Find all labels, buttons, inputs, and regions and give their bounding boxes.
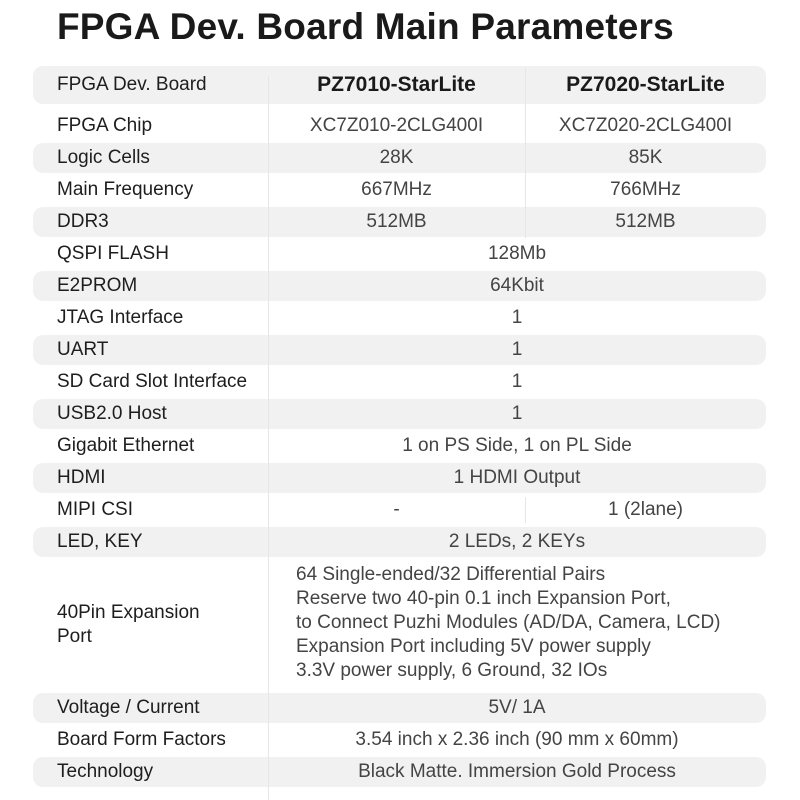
description-line: 3.3V power supply, 6 Ground, 32 IOs	[296, 660, 608, 681]
row-label: Voltage / Current	[57, 697, 200, 718]
description-line: to Connect Puzhi Modules (AD/DA, Camera, LCD)	[296, 612, 721, 633]
row-value-2: XC7Z020-2CLG400I	[558, 114, 733, 136]
table-row	[33, 175, 766, 205]
column-divider-split	[525, 68, 526, 238]
label-line: 40Pin Expansion	[57, 602, 200, 623]
table-row	[33, 271, 766, 301]
row-value: 1	[511, 403, 523, 424]
table-row	[33, 757, 766, 787]
row-label: SD Card Slot Interface	[57, 371, 248, 392]
table-row	[33, 143, 766, 173]
table-row	[33, 693, 766, 723]
row-value-2: 85K	[628, 147, 663, 168]
table-row	[33, 110, 766, 141]
row-value-2: 1 (2lane)	[608, 499, 683, 520]
row-label: FPGA Chip	[57, 114, 153, 136]
row-label: DDR3	[57, 211, 109, 232]
row-label: Gigabit Ethernet	[57, 435, 195, 456]
table-row-expansion	[33, 559, 766, 691]
description-line: Expansion Port including 5V power supply	[296, 636, 651, 657]
row-label	[57, 559, 200, 691]
row-value: 1	[511, 339, 523, 360]
description-line: 64 Single-ended/32 Differential Pairs	[296, 564, 606, 585]
row-label: UART	[57, 339, 109, 360]
table-row	[33, 431, 766, 461]
table-row	[33, 303, 766, 333]
column-divider-split	[525, 497, 526, 523]
row-label: LED, KEY	[57, 531, 143, 552]
row-label: Logic Cells	[57, 147, 150, 168]
header-model-2: PZ7020-StarLite	[566, 73, 725, 96]
header-label: FPGA Dev. Board	[57, 74, 207, 95]
table-row	[33, 463, 766, 493]
row-value: 128Mb	[487, 243, 547, 264]
table-row-led	[33, 527, 766, 557]
expansion-description	[296, 563, 721, 683]
row-label: E2PROM	[57, 275, 138, 296]
row-label: USB2.0 Host	[57, 403, 167, 424]
row-value-1: 28K	[379, 147, 414, 168]
table-row	[33, 239, 766, 269]
table-row-mipi	[33, 495, 766, 525]
row-label: Board Form Factors	[57, 729, 226, 750]
row-value-1: -	[393, 499, 400, 520]
table-row	[33, 399, 766, 429]
row-value: 1 on PS Side, 1 on PL Side	[402, 435, 632, 456]
row-value: Black Matte. Immersion Gold Process	[358, 761, 676, 782]
description-line: Reserve two 40-pin 0.1 inch Expansion Port,	[296, 588, 671, 609]
row-value-2: 766MHz	[610, 179, 681, 200]
row-label: MIPI CSI	[57, 499, 134, 520]
row-label: QSPI FLASH	[57, 243, 169, 264]
row-label: HDMI	[57, 467, 106, 488]
header-model-1: PZ7010-StarLite	[317, 73, 476, 96]
page-title: FPGA Dev. Board Main Parameters	[57, 6, 674, 47]
row-value: 5V/ 1A	[488, 697, 546, 718]
table-row	[33, 725, 766, 755]
table-row	[33, 367, 766, 397]
row-label: JTAG Interface	[57, 307, 184, 328]
column-divider	[268, 76, 269, 800]
row-value-1: 512MB	[366, 211, 427, 232]
row-value-1: 667MHz	[361, 179, 432, 200]
row-label: Main Frequency	[57, 179, 194, 200]
label-line: Port	[57, 626, 92, 647]
row-value: 1	[511, 371, 523, 392]
row-label: Technology	[57, 761, 154, 782]
row-value: 64Kbit	[490, 275, 544, 296]
row-value-2: 512MB	[615, 211, 676, 232]
row-value: 2 LEDs, 2 KEYs	[448, 531, 586, 552]
row-value-1: XC7Z010-2CLG400I	[309, 114, 484, 136]
table-header-row	[33, 66, 766, 104]
row-value: 1	[511, 307, 523, 328]
row-value: 1 HDMI Output	[453, 467, 581, 488]
table-row	[33, 335, 766, 365]
table-row	[33, 207, 766, 237]
row-value: 3.54 inch x 2.36 inch (90 mm x 60mm)	[355, 729, 679, 750]
